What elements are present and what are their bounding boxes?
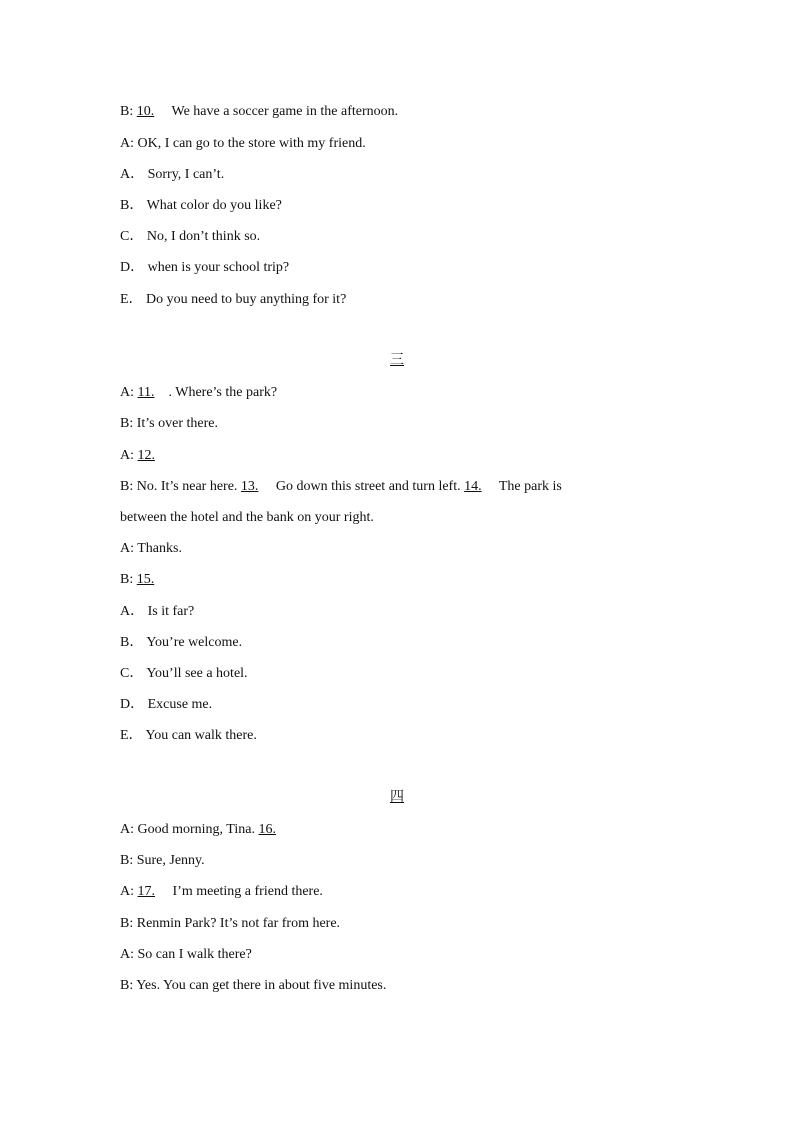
option-e: E． Do you need to buy anything for it? xyxy=(120,292,347,307)
option-a: A． Is it far? xyxy=(120,604,195,619)
dialogue-line-a-walk: A: So can I walk there? xyxy=(120,947,252,962)
dialogue-line-b-sure: B: Sure, Jenny. xyxy=(120,853,205,868)
option-d: D． Excuse me. xyxy=(120,697,213,712)
dialogue-line-a16: A: Good morning, Tina. 16. xyxy=(120,821,290,839)
option-d: D． when is your school trip? xyxy=(120,260,290,275)
dialogue-line-b-over: B: It’s over there. xyxy=(120,416,218,431)
section-heading-3: 三 xyxy=(390,353,404,368)
dialogue-line-a11: A: 11. . Where’s the park? xyxy=(120,385,278,400)
dialogue-line-b-renmin: B: Renmin Park? It’s not far from here. xyxy=(120,916,341,931)
option-c: C． You’ll see a hotel. xyxy=(120,666,248,681)
answer-blank-15[interactable]: 15. xyxy=(136,572,155,587)
answer-blank-14[interactable]: 14. xyxy=(464,479,482,494)
dialogue-line-b13-cont: between the hotel and the bank on your right. xyxy=(120,510,374,525)
dialogue-line-b13: B: No. It’s near here. 13. Go down this street and turn left. 14. The park is xyxy=(120,479,562,494)
answer-blank-13[interactable]: 13. xyxy=(240,479,259,494)
section-heading-4: 四 xyxy=(390,790,404,805)
dialogue-line-b-yes: B: Yes. You can get there in about five minutes. xyxy=(120,978,387,993)
option-e: E． You can walk there. xyxy=(120,728,257,743)
option-b: B． What color do you like? xyxy=(120,198,282,213)
answer-blank-11[interactable]: 11. xyxy=(137,385,155,400)
option-b: B． You’re welcome. xyxy=(120,635,243,650)
dialogue-line-b15: B: 15. xyxy=(120,571,168,589)
dialogue-line-a-ok: A: OK, I can go to the store with my friend. xyxy=(120,136,366,151)
answer-blank-17[interactable]: 17. xyxy=(137,884,155,899)
dialogue-line-a12: A: 12. xyxy=(120,447,169,465)
dialogue-line-a17: A: 17. I’m meeting a friend there. xyxy=(120,884,323,899)
dialogue-line-a-thanks: A: Thanks. xyxy=(120,541,182,556)
dialogue-line-b10: B: 10. We have a soccer game in the afternoon. xyxy=(120,104,399,119)
answer-blank-10[interactable]: 10. xyxy=(136,104,155,119)
answer-blank-16[interactable]: 16. xyxy=(258,822,276,837)
answer-blank-12[interactable]: 12. xyxy=(137,448,155,463)
option-a: A． Sorry, I can’t. xyxy=(120,167,225,182)
option-c: C． No, I don’t think so. xyxy=(120,229,261,244)
